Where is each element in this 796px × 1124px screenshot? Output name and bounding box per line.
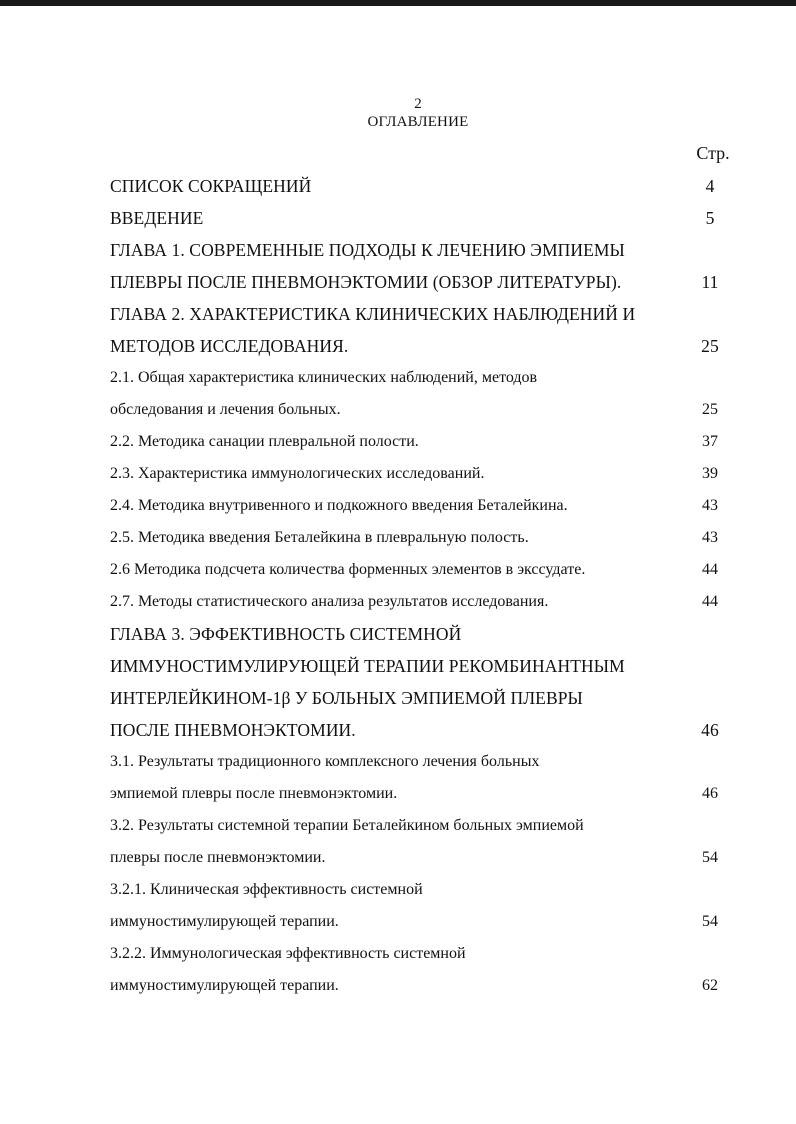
toc-entry (110, 906, 730, 938)
toc-entry-page: 43 (702, 497, 718, 514)
toc-entry-title: 2.5. Методика введения Беталейкина в плевральную полость. (110, 529, 529, 546)
toc-entry (110, 426, 730, 458)
toc-entry-page: 62 (702, 977, 718, 994)
table-of-contents (110, 170, 730, 1002)
toc-entry-title: ИММУНОСТИМУЛИРУЮЩЕЙ ТЕРАПИИ РЕКОМБИНАНТНЫМ (110, 656, 625, 676)
toc-entry-page: 11 (701, 272, 719, 292)
toc-entry-title: обследования и лечения больных. (110, 401, 341, 418)
toc-entry (110, 202, 730, 234)
toc-entry (110, 714, 730, 746)
page-title: ОГЛАВЛЕНИЕ (367, 114, 469, 130)
toc-entry (110, 522, 730, 554)
toc-entry (110, 746, 730, 778)
toc-entry-page: 46 (701, 720, 719, 740)
toc-entry (110, 394, 730, 426)
toc-entry-title: 2.6 Методика подсчета количества форменных элементов в экссудате. (110, 561, 586, 578)
toc-entry-title: 3.2.1. Клиническая эффективность системной (110, 881, 423, 898)
page-number: 2 (414, 96, 422, 112)
scan-top-border (0, 0, 796, 6)
toc-entry-title: эмпиемой плевры после пневмонэктомии. (110, 785, 398, 802)
toc-entry-page: 46 (702, 785, 718, 802)
toc-entry (110, 778, 730, 810)
toc-entry (110, 682, 730, 714)
toc-entry-page: 43 (702, 529, 718, 546)
toc-entry-title: ИНТЕРЛЕЙКИНОМ-1β У БОЛЬНЫХ ЭМПИЕМОЙ ПЛЕВРЫ (110, 688, 583, 708)
toc-entry-title: иммуностимулирующей терапии. (110, 977, 339, 994)
toc-entry (110, 842, 730, 874)
toc-entry-page: 54 (702, 849, 718, 866)
toc-entry-title: ГЛАВА 2. ХАРАКТЕРИСТИКА КЛИНИЧЕСКИХ НАБЛЮДЕНИЙ И (110, 304, 636, 324)
page-column-label: Стр. (696, 143, 730, 163)
toc-entry (110, 458, 730, 490)
toc-entry (110, 330, 730, 362)
toc-entry (110, 650, 730, 682)
toc-entry-title: СПИСОК СОКРАЩЕНИЙ (110, 176, 312, 196)
toc-entry-title: иммуностимулирующей терапии. (110, 913, 339, 930)
toc-entry-title: ВВЕДЕНИЕ (110, 208, 204, 228)
toc-entry-title: 2.3. Характеристика иммунологических исследований. (110, 465, 485, 482)
toc-entry-page: 25 (701, 336, 719, 356)
toc-entry (110, 490, 730, 522)
toc-entry-title: 2.4. Методика внутривенного и подкожного введения Беталейкина. (110, 497, 568, 514)
toc-entry-title: плевры после пневмонэктомии. (110, 849, 326, 866)
toc-entry (110, 170, 730, 202)
toc-entry (110, 938, 730, 970)
toc-entry (110, 874, 730, 906)
toc-entry (110, 554, 730, 586)
toc-entry-page: 4 (705, 176, 715, 196)
toc-entry-page: 25 (702, 401, 718, 418)
toc-entry (110, 234, 730, 266)
toc-entry-title: ГЛАВА 1. СОВРЕМЕННЫЕ ПОДХОДЫ К ЛЕЧЕНИЮ ЭМПИЕМЫ (110, 240, 625, 260)
toc-entry-page: 5 (705, 208, 715, 228)
toc-entry-title: МЕТОДОВ ИССЛЕДОВАНИЯ. (110, 336, 349, 356)
toc-entry-page: 44 (702, 593, 718, 610)
toc-entry-title: ПОСЛЕ ПНЕВМОНЭКТОМИИ. (110, 720, 356, 740)
toc-entry (110, 586, 730, 618)
toc-entry (110, 362, 730, 394)
toc-entry-title: 2.1. Общая характеристика клинических наблюдений, методов (110, 369, 538, 386)
toc-entry-page: 39 (702, 465, 718, 482)
toc-entry-title: 2.2. Методика санации плевральной полости. (110, 433, 419, 450)
toc-entry-page: 54 (702, 913, 718, 930)
toc-entry-title: ГЛАВА 3. ЭФФЕКТИВНОСТЬ СИСТЕМНОЙ (110, 624, 462, 644)
toc-entry-title: 2.7. Методы статистического анализа результатов исследования. (110, 593, 549, 610)
toc-entry (110, 618, 730, 650)
toc-entry-title: 3.2.2. Иммунологическая эффективность системной (110, 945, 466, 962)
toc-entry (110, 970, 730, 1002)
toc-entry-title: ПЛЕВРЫ ПОСЛЕ ПНЕВМОНЭКТОМИИ (ОБЗОР ЛИТЕРАТУРЫ). (110, 272, 622, 292)
toc-entry-page: 44 (702, 561, 718, 578)
toc-entry (110, 298, 730, 330)
toc-entry (110, 810, 730, 842)
toc-entry-title: 3.1. Результаты традиционного комплексного лечения больных (110, 753, 540, 770)
toc-entry-page: 37 (702, 433, 718, 450)
toc-entry-title: 3.2. Результаты системной терапии Беталейкином больных эмпиемой (110, 817, 584, 834)
toc-entry (110, 266, 730, 298)
